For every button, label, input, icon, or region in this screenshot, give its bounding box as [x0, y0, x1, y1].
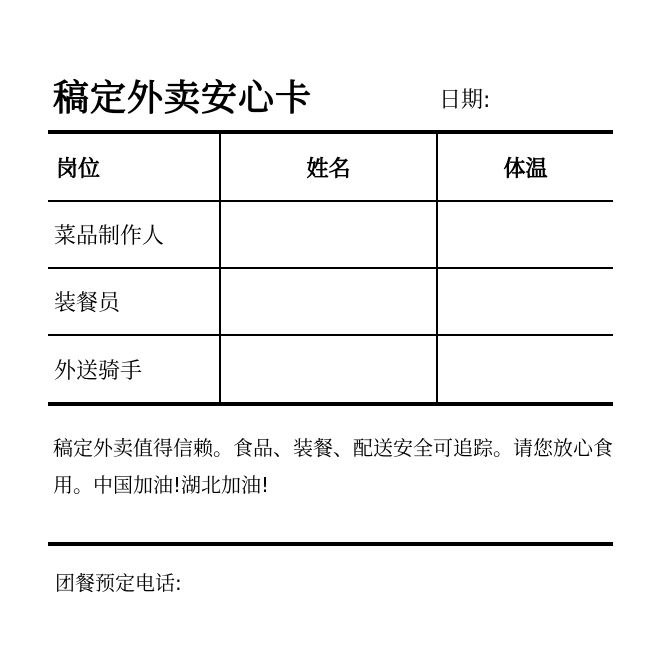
temperature-cell[interactable] [437, 335, 613, 402]
table-bottom-divider [48, 402, 613, 406]
role-cell: 外送骑手 [48, 335, 220, 402]
role-cell: 装餐员 [48, 268, 220, 335]
date-label: 日期: [439, 88, 491, 113]
table-row [48, 201, 613, 268]
role-header: 岗位 [56, 156, 101, 182]
name-cell[interactable] [220, 268, 437, 335]
temperature-cell[interactable] [437, 201, 613, 268]
staff-table [48, 134, 613, 402]
hotline-label: 团餐预定电话: [55, 571, 182, 595]
temperature-cell[interactable] [437, 268, 613, 335]
table-row [48, 335, 613, 402]
table-header-row [48, 134, 613, 201]
footer-divider [48, 542, 613, 546]
temperature-header: 体温 [437, 134, 613, 201]
name-header: 姓名 [220, 134, 437, 201]
name-cell[interactable] [220, 201, 437, 268]
table-row [48, 268, 613, 335]
name-cell[interactable] [220, 335, 437, 402]
role-cell: 菜品制作人 [48, 201, 220, 268]
assurance-message: 稿定外卖值得信赖。食品、装餐、配送安全可追踪。请您放心食用。中国加油!湖北加油! [53, 436, 613, 497]
card-title: 稿定外卖安心卡 [53, 78, 313, 119]
